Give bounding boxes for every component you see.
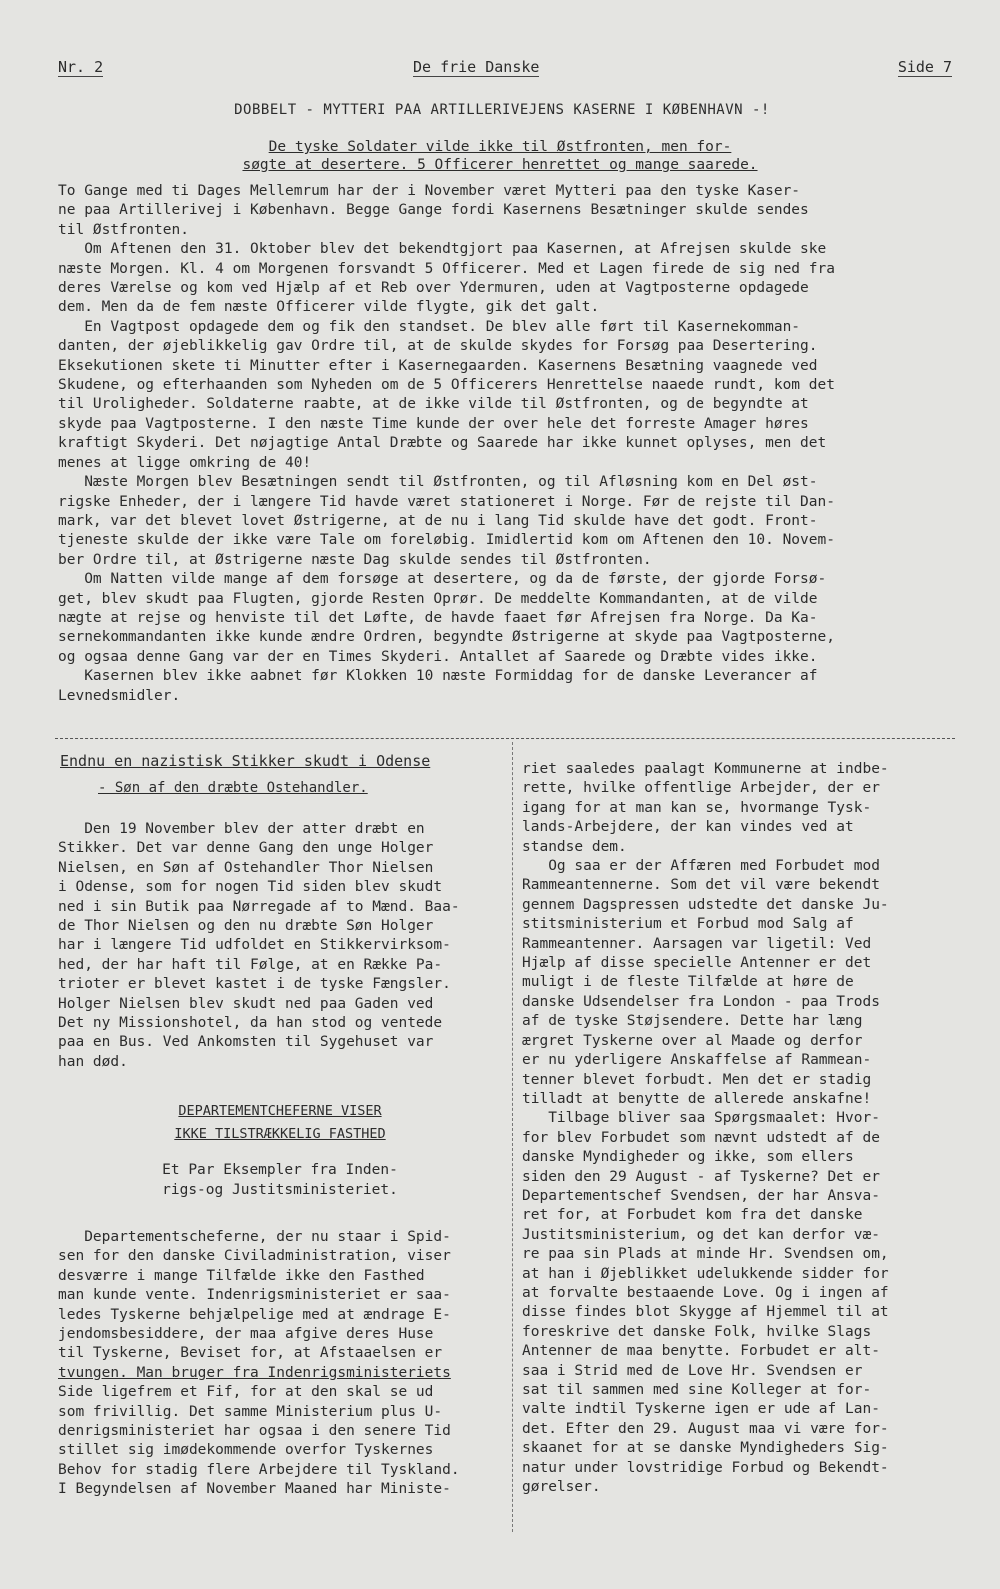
text-line: hed, der har haft til Følge, at en Række Pa- [58,956,443,973]
text-line: sen for den danske Civiladministration, viser [58,1248,451,1265]
text-line: danten, der øjeblikkelig gav Ordre til, at de skulde skydes for Forsøg paa Desertering. [58,338,818,355]
text-line: tilladt at benytte de allerede anskafne! [522,1090,872,1107]
text-line: stillet sig imødekommende overfor Tyskernes [58,1442,434,1459]
text-line: Kasernen blev ikke aabnet før Klokken 10 næste Formiddag for de danske Leverancer af [58,668,818,685]
text-line: muligt i de fleste Tilfælde at høre de [522,974,854,991]
text-line: Antenner de maa benytte. Forbudet er alt- [522,1343,880,1360]
text-line: natur under lovstridige Forbud og Bekendt- [522,1459,889,1476]
stikker-headline: Endnu en nazistisk Stikker skudt i Odense [60,752,431,770]
text-line: paa en Bus. Ved Ankomsten til Sygehuset var [58,1034,434,1051]
text-line: Nielsen, en Søn af Ostehandler Thor Nielsen [58,859,434,876]
text-line: kraftigt Skyderi. Det nøjagtige Antal Dræbte og Saarede har ikke kunnet oplyses, men det [58,435,827,452]
text-line: trioter er blevet kastet i de tyske Fængsler. [58,976,451,993]
text-line: lands-Arbejdere, der kan vindes ved at [522,819,854,836]
text-line: Side ligefrem et Fif, for at den skal se ud [58,1384,434,1401]
text-line: for blev Forbudet som nævnt udstedt af de [522,1129,880,1146]
text-line: siden den 29 August - af Tyskerne? Det er [522,1168,880,1185]
text-line: Holger Nielsen blev skudt ned paa Gaden ved [58,995,434,1012]
text-line: Departementscheferne, der nu staar i Spid- [58,1229,451,1245]
text-line: gørelser. [522,1479,601,1496]
main-subheadline-line-1: De tyske Soldater vilde ikke til Østfronten, men for- [268,139,732,155]
text-line: ned i sin Butik paa Nørregade af to Mænd. Baa- [58,898,460,915]
text-line: danske Myndigheder og ikke, som ellers [522,1149,854,1166]
text-line: som frivillig. Det samme Ministerium plus U- [58,1403,443,1420]
text-line: re paa sin Plads at minde Hr. Svendsen om, [522,1246,889,1263]
text-line: dem. Men da de fem næste Officerer vilde flygte, gik det galt. [58,299,600,316]
text-line: Skudene, og efterhaanden som Nyheden om de 5 Officerers Henrettelse naaede rundt, kom det [58,377,835,394]
text-line: ne paa Artillerivej i København. Begge Gange fordi Kasernens Besætninger skulde sendes [58,202,809,219]
text-line: foreskrive det danske Folk, hvilke Slags [522,1323,872,1340]
text-line: til Tyskerne, Beviset for, at Afstaaelsen er [58,1345,443,1362]
paper-title: De frie Danske [413,58,540,76]
text-line: Og saa er der Affæren med Forbudet mod [522,858,880,875]
text-line: at han i Øjeblikket udelukkende sidder for [522,1265,889,1282]
dept-headline-line-1: DEPARTEMENTCHEFERNE VISER [178,1103,382,1119]
stikker-subheadline: - Søn af den dræbte Ostehandler. [98,780,368,796]
text-line: i Odense, som for nogen Tid siden blev skudt [58,879,443,896]
text-line: igang for at man kan se, hvormange Tysk- [522,799,872,816]
dept-subheadline: Et Par Eksempler fra Inden- rigs-og Justitsministeriet. [162,1162,398,1198]
text-line: at forvalte bestaaende Love. Og i ingen af [522,1284,889,1301]
text-line: rette, hvilke offentlige Arbejder, der er [522,780,880,797]
text-line: Tilbage bliver saa Spørgsmaalet: Hvor- [522,1110,880,1127]
text-line: Levnedsmidler. [58,687,181,704]
right-column-body [522,760,889,1497]
text-line: skaanet for at se danske Myndigheders Sig- [522,1440,889,1457]
text-line: deres Værelse og kom ved Hjælp af et Reb over Ydermuren, uden at Vagtposterne opdagede [58,280,809,297]
text-line: valte indtil Tyskerne igen er ude af Lan- [522,1401,880,1418]
text-line: man kunde vente. Indenrigsministeriet er saa- [58,1287,451,1304]
text-line: ledes Tyskerne behjælpelige med at ændrage E- [58,1306,451,1323]
text-line: En Vagtpost opdagede dem og fik den standset. De blev alle ført til Kasernekomman- [58,318,801,335]
main-headline: DOBBELT - MYTTERI PAA ARTILLERIVEJENS KASERNE I KØBENHAVN -! [234,102,770,118]
text-line: Eksekutionen skete ti Minutter efter i Kasernegaarden. Kasernens Besætning vaagnede ved [58,357,818,374]
main-subheadline-line-2: søgte at desertere. 5 Officerer henrettet og mange saarede. [242,157,758,173]
text-line: jendomsbesiddere, der maa afgive deres Huse [58,1326,434,1343]
text-line: Næste Morgen blev Besætningen sendt til Østfronten, og til Afløsning kom en Del øst- [58,474,818,491]
text-line: Det ny Missionshotel, da han stod og ventede [58,1015,443,1032]
text-line: de Thor Nielsen og den nu dræbte Søn Holger [58,918,434,935]
text-line: denrigsministeriet har ogsaa i den senere Tid [58,1423,451,1440]
main-article-body [58,182,835,706]
text-line: rigske Enheder, der i længere Tid havde været stationeret i Norge. Før de rejste til Dan- [58,493,835,510]
issue-number: Nr. 2 [58,58,104,76]
text-line: Behov for stadig flere Arbejdere til Tyskland. [58,1461,460,1478]
text-line: og ogsaa denne Gang var der en Times Skyderi. Antallet af Saarede og Dræbte vides ikke. [58,648,818,665]
text-line: Rammeantennerne. Som det vil være bekendt [522,877,880,894]
text-line: Rammeantenner. Aarsagen var ligetil: Ved [522,935,872,952]
text-line: Stikker. Det var denne Gang den unge Holger [58,840,434,857]
column-divider [512,742,513,1532]
text-line: han død. [58,1053,128,1070]
text-line: gennem Dagspressen udstedte det danske Ju- [522,896,889,913]
text-line: Om Aftenen den 31. Oktober blev det bekendtgjort paa Kasernen, at Afrejsen skulde ske [58,241,827,258]
text-line: nægte at rejse og henviste til det Løfte, de havde faaet før Afrejsen fra Norge. Da Ka- [58,609,818,626]
text-line: stitsministerium et Forbud mod Salg af [522,916,854,933]
dept-headline-line-2: IKKE TILSTRÆKKELIG FASTHED [174,1126,386,1142]
text-line: desværre i mange Tilfælde ikke den Fasthed [58,1267,425,1284]
text-line: til Uroligheder. Soldaterne raabte, at de ikke vilde til Østfronten, og de begyndte at [58,396,809,413]
text-line: sat til sammen med sine Kolleger at for- [522,1382,872,1398]
text-line u: tvungen. Man bruger fra Indenrigsministeriets [58,1364,451,1381]
text-line: danske Udsendelser fra London - paa Trods [522,993,880,1010]
main-subheadline [100,138,900,174]
text-line: Justitsministerium, og det kan derfor væ- [522,1226,880,1243]
text-line: I Begyndelsen af November Maaned har Ministe- [58,1481,451,1498]
text-line: ærgret Tyskerne over al Maade og derfor [522,1032,863,1049]
text-line: menes at ligge omkring de 40! [58,454,312,471]
text-line: Den 19 November blev der atter dræbt en [58,821,425,837]
text-line: er nu yderligere Anskaffelse af Rammean- [522,1052,872,1069]
text-line: tjeneste skulde der ikke være Tale om foreløbig. Imidlertid kom om Aftenen den 10. Novem- [58,532,835,549]
text-line: ber Ordre til, at Østrigerne næste Dag skulde sendes til Østfronten. [58,551,652,568]
text-line: get, blev skudt paa Flugten, gjorde Resten Oprør. De meddelte Kommandanten, at de vilde [58,590,818,607]
text-line: To Gange med ti Dages Mellemrum har der i November været Mytteri paa den tyske Kaser- [58,183,801,199]
page-number: Side 7 [897,58,952,76]
text-line: saa i Strid med de Love Hr. Svendsen er [522,1362,863,1379]
text-line: mark, var det blevet lovet Østrigerne, at de nu i lang Tid skulde have det godt. Front- [58,512,818,529]
text-line: riet saaledes paalagt Kommunerne at indbe- [522,761,889,777]
text-line: tenner blevet forbudt. Men det er stadig [522,1071,872,1088]
dept-article-body [58,1228,460,1500]
text-line: til Østfronten. [58,221,189,238]
text-line: skyde paa Vagtposterne. I den næste Time kunde der over hele det forreste Amager høres [58,415,809,432]
text-line: har i længere Tid udfoldet en Stikkervirksom- [58,937,451,954]
page-header [58,58,952,80]
text-line: Om Natten vilde mange af dem forsøge at desertere, og da de første, der gjorde Forsø- [58,571,827,588]
text-line: Departementschef Svendsen, der har Ansva- [522,1187,880,1204]
section-divider [55,738,955,739]
text-line: standse dem. [522,838,627,855]
text-line: næste Morgen. Kl. 4 om Morgenen forsvandt 5 Officerer. Med et Lagen firede de sig ned fra [58,260,835,277]
text-line: af de tyske Støjsendere. Dette har læng [522,1013,863,1030]
text-line: disse findes blot Skygge af Hjemmel til at [522,1304,889,1321]
stikker-article-body [58,820,460,1072]
text-line: det. Efter den 29. August maa vi være for- [522,1420,889,1437]
text-line: sernekommandanten ikke kunde ændre Ordren, begyndte Østrigerne at skyde paa Vagtposterne, [58,629,835,646]
text-line: ret for, at Forbudet kom fra det danske [522,1207,863,1224]
text-line: Hjælp af disse specielle Antenner er det [522,955,872,972]
